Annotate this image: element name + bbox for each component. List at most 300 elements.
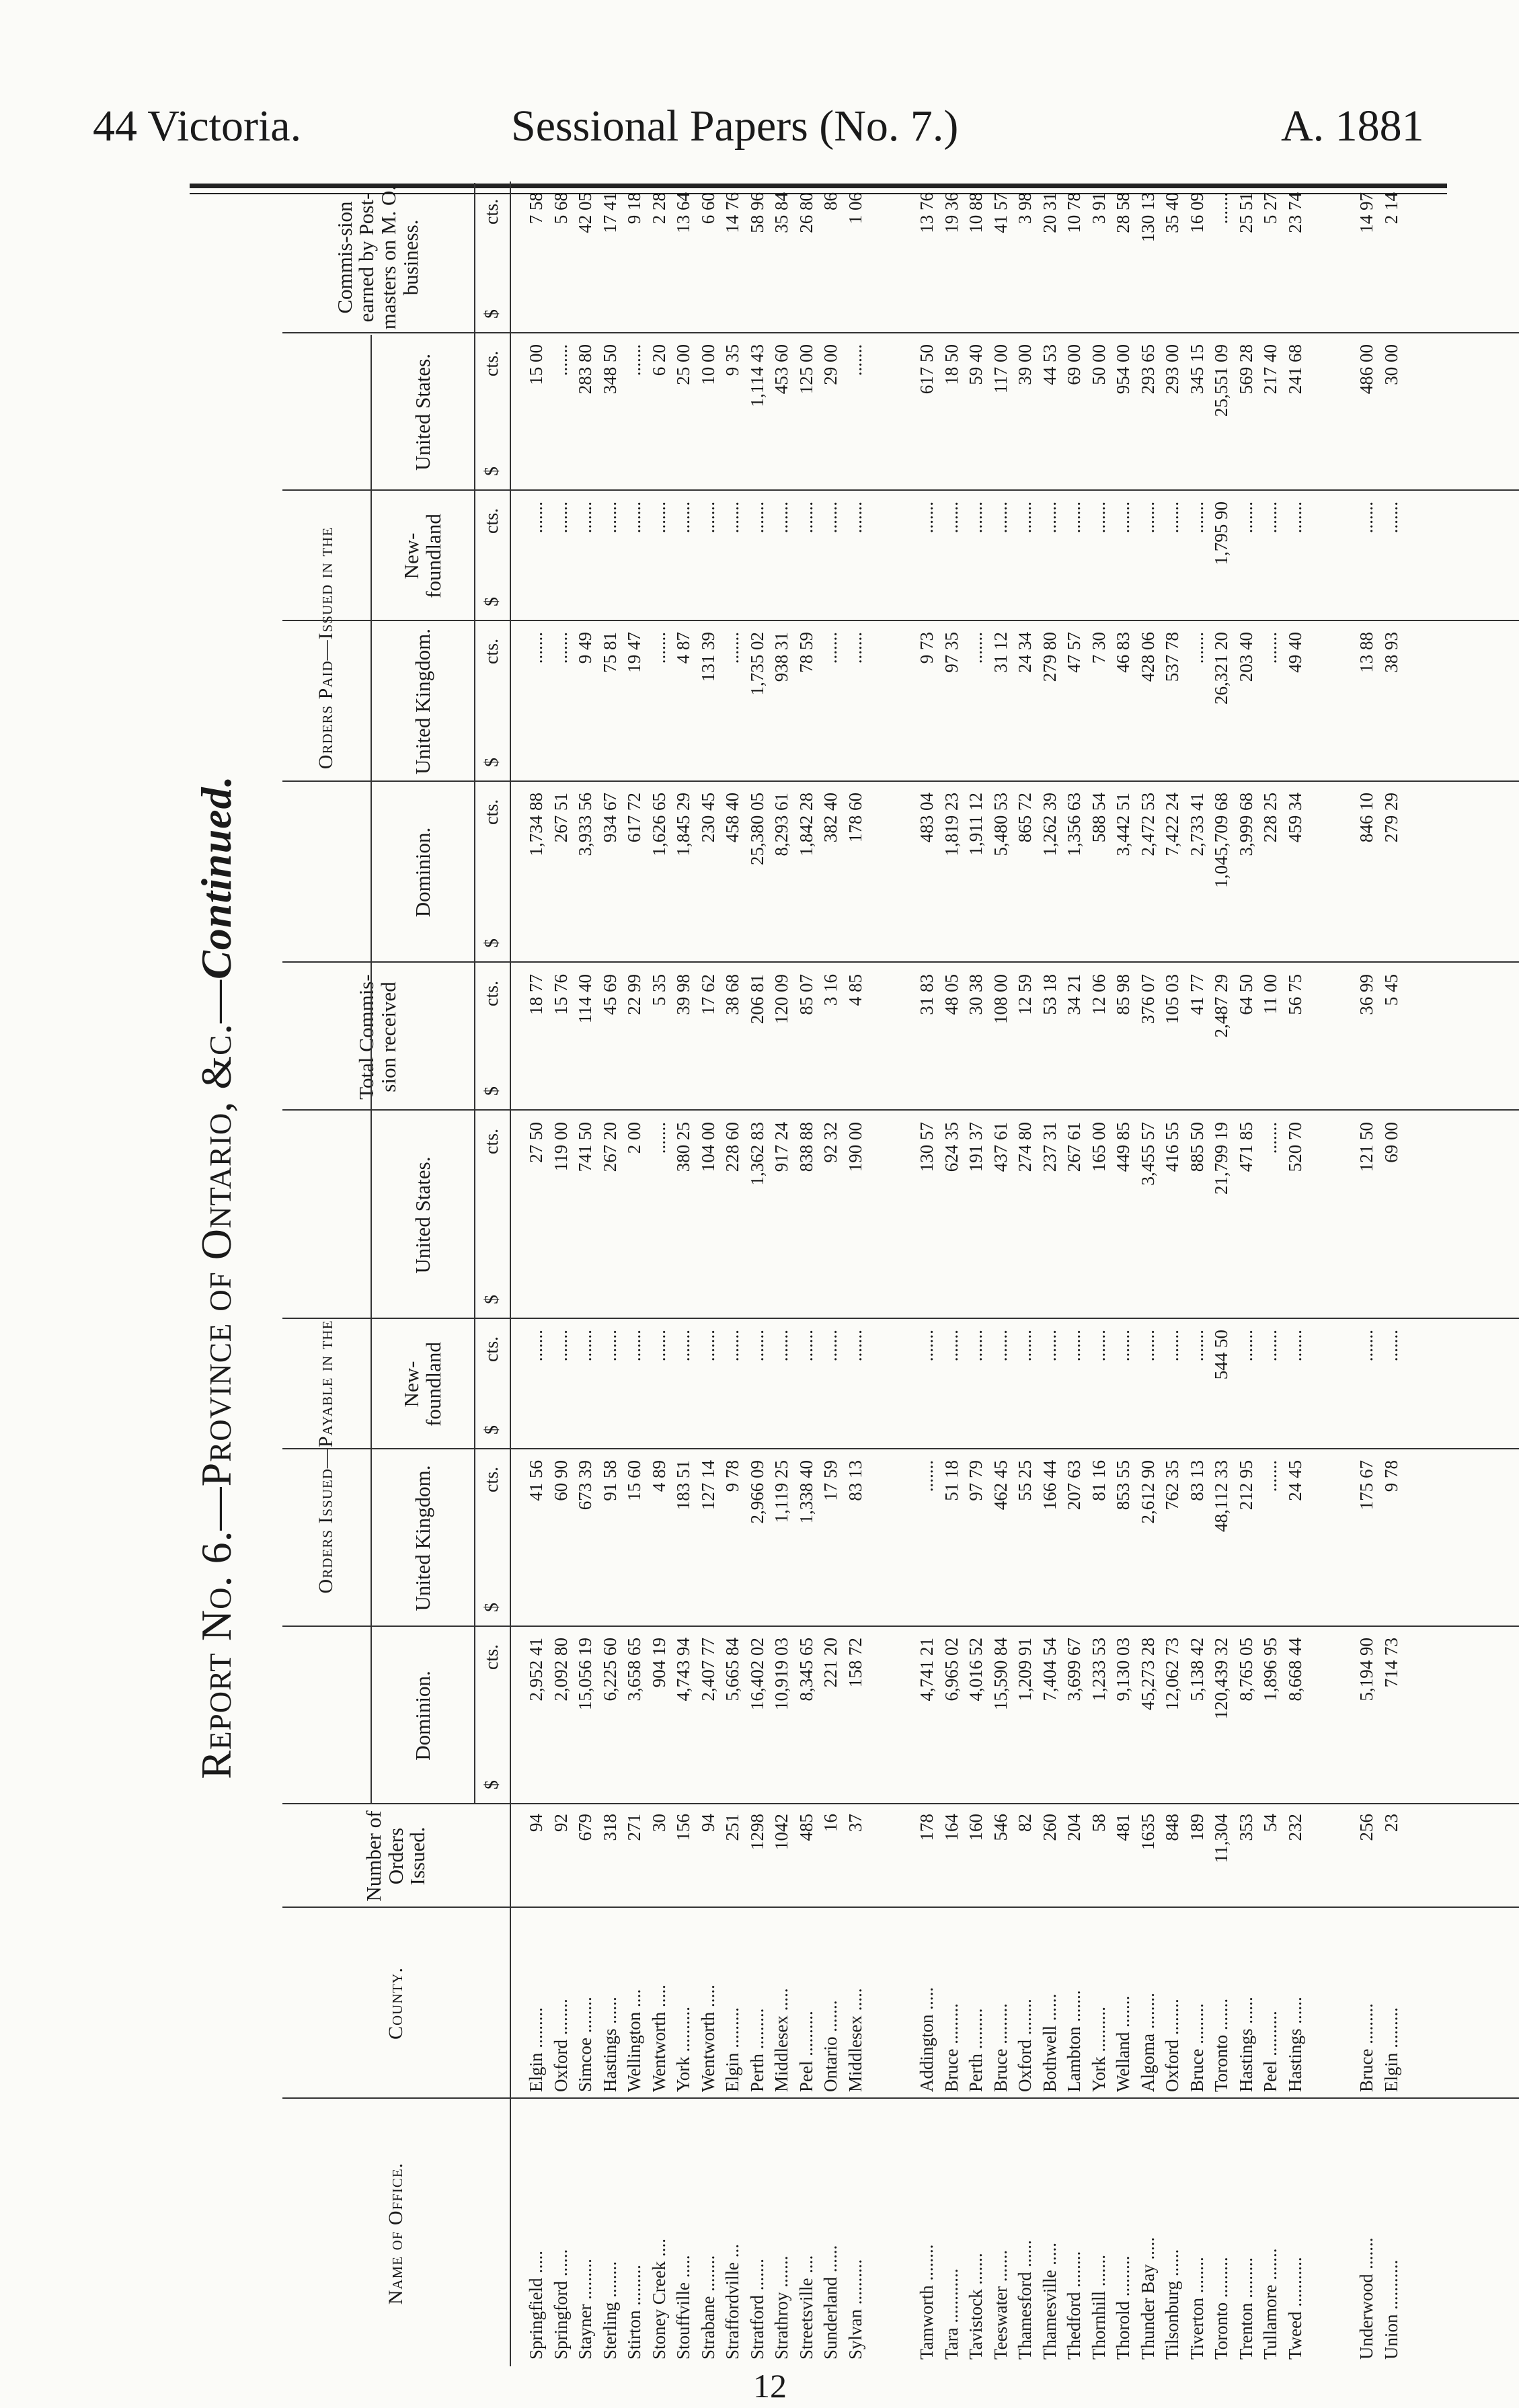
cell-i-uk: ....... bbox=[917, 1460, 937, 1492]
cell-p-nf: ....... bbox=[1137, 501, 1158, 534]
cell-comm: 38 68 bbox=[722, 974, 742, 1015]
cell-p-nf: ....... bbox=[1015, 501, 1035, 534]
unit-cents: cts. bbox=[481, 1128, 502, 1154]
cell-pm: 6 60 bbox=[697, 192, 718, 225]
cell-i-us: 416 55 bbox=[1162, 1122, 1182, 1172]
cell-i-nf: ....... bbox=[1137, 1330, 1158, 1362]
cell-i-uk: 166 44 bbox=[1039, 1460, 1060, 1511]
orders-count: 353 bbox=[1235, 1814, 1256, 1841]
cell-pm: 35 84 bbox=[771, 192, 791, 233]
cell-pm: 42 05 bbox=[575, 192, 595, 233]
county-name: York .......... bbox=[673, 2006, 693, 2092]
cell-i-uk: 2,966 09 bbox=[746, 1460, 767, 1524]
cell-i-nf: ....... bbox=[624, 1330, 644, 1362]
unit-dollar: $ bbox=[481, 938, 502, 948]
orders-count: 94 bbox=[697, 1814, 718, 1832]
cell-p-dom: 1,842 28 bbox=[795, 793, 816, 856]
cell-i-uk: ....... bbox=[1260, 1460, 1280, 1492]
office-name: Underwood ....... bbox=[1356, 2237, 1376, 2360]
cell-p-us: 25 00 bbox=[673, 344, 693, 385]
cell-i-dom: 5,665 84 bbox=[722, 1638, 742, 1701]
cell-p-us: 293 65 bbox=[1137, 344, 1158, 395]
cell-p-uk: 47 57 bbox=[1064, 632, 1084, 673]
cell-i-nf: ....... bbox=[845, 1330, 865, 1362]
cell-p-dom: 1,045,709 68 bbox=[1211, 793, 1231, 888]
cell-p-nf: ....... bbox=[624, 501, 644, 534]
cell-p-us: 345 15 bbox=[1186, 344, 1207, 395]
cell-i-us: 267 20 bbox=[599, 1122, 620, 1172]
cell-i-uk: 762 35 bbox=[1162, 1460, 1182, 1511]
cell-p-uk: 938 31 bbox=[771, 632, 791, 682]
cell-i-nf: ....... bbox=[648, 1330, 669, 1362]
cell-p-us: 486 00 bbox=[1356, 344, 1376, 395]
county-name: Welland ....... bbox=[1113, 1995, 1133, 2092]
cell-i-us: 471 85 bbox=[1235, 1122, 1256, 1172]
office-name: Thedford ........ bbox=[1064, 2251, 1084, 2360]
unit-dollar: $ bbox=[481, 467, 502, 476]
orders-count: 1042 bbox=[771, 1814, 791, 1850]
cell-comm: 34 21 bbox=[1064, 974, 1084, 1015]
cell-i-uk: 2,612 90 bbox=[1137, 1460, 1158, 1524]
cell-comm: 31 83 bbox=[917, 974, 937, 1015]
cell-i-us: 121 50 bbox=[1356, 1122, 1376, 1172]
cell-p-dom: 1,819 23 bbox=[941, 793, 962, 856]
orders-table bbox=[282, 182, 1519, 2366]
cell-p-dom: 1,356 63 bbox=[1064, 793, 1084, 856]
cell-i-us: 274 80 bbox=[1015, 1122, 1035, 1172]
cell-i-dom: 4,741 21 bbox=[917, 1638, 937, 1701]
unit-cents: cts. bbox=[481, 198, 502, 225]
cell-p-us: 117 00 bbox=[990, 344, 1011, 394]
office-name: Sunderland ...... bbox=[820, 2245, 841, 2360]
county-name: Wellington .... bbox=[624, 1989, 644, 2092]
cell-p-nf: ....... bbox=[820, 501, 841, 534]
col-header-office: Name of Office. bbox=[385, 2162, 407, 2305]
office-name: Sterling ........ bbox=[599, 2261, 620, 2360]
cell-p-nf: ....... bbox=[917, 501, 937, 534]
cell-i-nf: ....... bbox=[673, 1330, 693, 1362]
cell-p-us: ....... bbox=[845, 344, 865, 376]
cell-p-uk: 26,321 20 bbox=[1211, 632, 1231, 705]
col-header-issued-group: Orders Issued—Payable in the bbox=[315, 1320, 338, 1594]
cell-p-dom: 934 67 bbox=[599, 793, 620, 843]
orders-count: 232 bbox=[1284, 1814, 1305, 1841]
cell-p-dom: 2,472 53 bbox=[1137, 793, 1158, 856]
cell-i-us: 449 85 bbox=[1113, 1122, 1133, 1172]
county-name: Ontario ....... bbox=[820, 2000, 841, 2092]
orders-count: 30 bbox=[648, 1814, 669, 1832]
cell-i-us: 92 32 bbox=[820, 1122, 841, 1163]
cell-comm: 3 16 bbox=[820, 974, 841, 1006]
office-name: Stayner ......... bbox=[575, 2259, 595, 2360]
cell-i-us: 624 35 bbox=[941, 1122, 962, 1172]
column-rule bbox=[282, 1109, 1519, 1111]
cell-i-uk: 55 25 bbox=[1015, 1460, 1035, 1501]
cell-i-dom: 16,402 02 bbox=[746, 1638, 767, 1710]
cell-i-us: 191 37 bbox=[966, 1122, 986, 1172]
cell-p-us: 125 00 bbox=[795, 344, 816, 395]
cell-pm: 19 36 bbox=[941, 192, 962, 233]
cell-p-nf: ....... bbox=[697, 501, 718, 534]
cell-i-us: 3,455 57 bbox=[1137, 1122, 1158, 1186]
col-header-issued-uk: United Kingdom. bbox=[410, 1465, 434, 1611]
cell-comm: 4 85 bbox=[845, 974, 865, 1006]
cell-p-dom: 25,380 05 bbox=[746, 793, 767, 865]
cell-i-dom: 15,590 84 bbox=[990, 1638, 1011, 1710]
county-name: Oxford ........ bbox=[1162, 1999, 1182, 2092]
orders-count: 94 bbox=[526, 1814, 546, 1832]
cell-i-uk: 15 60 bbox=[624, 1460, 644, 1501]
cell-p-dom: 178 60 bbox=[845, 793, 865, 843]
cell-i-nf: ....... bbox=[820, 1330, 841, 1362]
cell-p-uk: 97 35 bbox=[941, 632, 962, 673]
office-name: Tavistock ....... bbox=[966, 2253, 986, 2360]
cell-p-uk: 1,735 02 bbox=[746, 632, 767, 696]
cell-i-us: 917 24 bbox=[771, 1122, 791, 1172]
cell-p-dom: 3,999 68 bbox=[1235, 793, 1256, 856]
cell-p-us: 59 40 bbox=[966, 344, 986, 385]
cell-i-nf: ....... bbox=[941, 1330, 962, 1362]
unit-cents: cts. bbox=[481, 350, 502, 376]
cell-i-nf: ....... bbox=[1064, 1330, 1084, 1362]
cell-i-nf: ....... bbox=[1113, 1330, 1133, 1362]
cell-pm: 35 40 bbox=[1162, 192, 1182, 233]
cell-p-uk: ....... bbox=[550, 632, 571, 664]
cell-i-nf: ....... bbox=[1356, 1330, 1376, 1362]
cell-p-dom: 1,911 12 bbox=[966, 793, 986, 856]
cell-i-us: ....... bbox=[1260, 1122, 1280, 1154]
county-name: Elgin ......... bbox=[1380, 2007, 1401, 2092]
cell-p-uk: ....... bbox=[1186, 632, 1207, 664]
cell-p-dom: 1,845 29 bbox=[673, 793, 693, 856]
county-name: Peel .......... bbox=[1260, 2011, 1280, 2092]
cell-i-us: 437 61 bbox=[990, 1122, 1011, 1172]
unit-cents: cts. bbox=[481, 638, 502, 664]
cell-comm: 376 07 bbox=[1137, 974, 1158, 1025]
cell-i-us: 27 50 bbox=[526, 1122, 546, 1163]
unit-dollar: $ bbox=[481, 758, 502, 767]
column-rule bbox=[282, 1907, 1519, 1908]
unit-dollar: $ bbox=[481, 1603, 502, 1612]
col-header-total-commission: Total Commis-sion received bbox=[354, 974, 400, 1100]
cell-p-uk: 4 87 bbox=[673, 632, 693, 664]
orders-count: 178 bbox=[917, 1814, 937, 1841]
cell-i-uk: 83 13 bbox=[1186, 1460, 1207, 1501]
office-name: Tullamore ....... bbox=[1260, 2248, 1280, 2360]
cell-p-dom: 382 40 bbox=[820, 793, 841, 843]
cell-i-dom: 120,439 32 bbox=[1211, 1638, 1231, 1720]
office-name: Tiverton ........ bbox=[1186, 2257, 1207, 2360]
cell-p-uk: 75 81 bbox=[599, 632, 620, 673]
col-header-issued-newfoundland: New-foundland bbox=[399, 1342, 445, 1427]
cell-i-nf: ....... bbox=[1235, 1330, 1256, 1362]
cell-p-us: ....... bbox=[550, 344, 571, 376]
orders-count: 318 bbox=[599, 1814, 620, 1841]
cell-p-dom: 1,262 39 bbox=[1039, 793, 1060, 856]
cell-pm: 13 76 bbox=[917, 192, 937, 233]
cell-p-us: 293 00 bbox=[1162, 344, 1182, 395]
unit-dollar: $ bbox=[481, 1295, 502, 1304]
county-name: Simcoe ........ bbox=[575, 1997, 595, 2092]
cell-p-us: 50 00 bbox=[1088, 344, 1109, 385]
cell-i-us: 237 31 bbox=[1039, 1122, 1060, 1172]
cell-comm: 15 76 bbox=[550, 974, 571, 1015]
cell-p-nf: ....... bbox=[1356, 501, 1376, 534]
cell-comm: 85 07 bbox=[795, 974, 816, 1015]
cell-i-dom: 5,194 90 bbox=[1356, 1638, 1376, 1701]
cell-p-uk: 49 40 bbox=[1284, 632, 1305, 673]
unit-dollar: $ bbox=[481, 597, 502, 606]
cell-pm: 14 76 bbox=[722, 192, 742, 233]
cell-comm: 114 40 bbox=[575, 974, 595, 1024]
cell-i-dom: 1,233 53 bbox=[1088, 1638, 1109, 1701]
cell-p-uk: 131 39 bbox=[697, 632, 718, 682]
cell-p-nf: ....... bbox=[673, 501, 693, 534]
cell-p-nf: ....... bbox=[845, 501, 865, 534]
cell-p-nf: ....... bbox=[1064, 501, 1084, 534]
cell-p-uk: ....... bbox=[845, 632, 865, 664]
cell-p-uk: 203 40 bbox=[1235, 632, 1256, 682]
cell-i-dom: 3,658 65 bbox=[624, 1638, 644, 1701]
cell-p-us: 30 00 bbox=[1380, 344, 1401, 385]
cell-i-nf: ....... bbox=[795, 1330, 816, 1362]
orders-count: 92 bbox=[550, 1814, 571, 1832]
cell-p-dom: 228 25 bbox=[1260, 793, 1280, 843]
county-name: Bothwell ...... bbox=[1039, 1993, 1060, 2092]
cell-p-nf: ....... bbox=[966, 501, 986, 534]
cell-p-dom: 3,442 51 bbox=[1113, 793, 1133, 856]
unit-dollar: $ bbox=[481, 1780, 502, 1790]
office-name: Tweed ........... bbox=[1284, 2257, 1305, 2360]
office-name: Union ........... bbox=[1380, 2259, 1401, 2360]
cell-p-uk: ....... bbox=[526, 632, 546, 664]
cell-comm: 48 05 bbox=[941, 974, 962, 1015]
cell-i-dom: 6,965 02 bbox=[941, 1638, 962, 1701]
cell-pm: 5 68 bbox=[550, 192, 571, 225]
orders-count: 16 bbox=[820, 1814, 841, 1832]
column-rule bbox=[282, 1626, 1519, 1627]
orders-count: 481 bbox=[1113, 1814, 1133, 1841]
cell-p-nf: ....... bbox=[1284, 501, 1305, 534]
cell-i-dom: 45,273 28 bbox=[1137, 1638, 1158, 1710]
cell-i-dom: 8,765 05 bbox=[1235, 1638, 1256, 1701]
cell-comm: 120 09 bbox=[771, 974, 791, 1025]
cell-pm: 13 64 bbox=[673, 192, 693, 233]
county-name: Oxford ........ bbox=[550, 1999, 571, 2092]
county-name: Lambton ....... bbox=[1064, 1990, 1084, 2092]
cell-i-us: 520 70 bbox=[1284, 1122, 1305, 1172]
cell-i-dom: 10,919 03 bbox=[771, 1638, 791, 1710]
unit-cents: cts. bbox=[481, 1644, 502, 1670]
cell-p-dom: 1,734 88 bbox=[526, 793, 546, 856]
cell-p-us: 9 35 bbox=[722, 344, 742, 376]
office-name: Straffordville ... bbox=[722, 2244, 742, 2360]
cell-i-uk: 207 63 bbox=[1064, 1460, 1084, 1511]
cell-i-uk: 91 58 bbox=[599, 1460, 620, 1501]
cell-p-nf: ....... bbox=[1162, 501, 1182, 534]
county-name: Middlesex ..... bbox=[771, 1988, 791, 2092]
cell-comm: 17 62 bbox=[697, 974, 718, 1015]
header-left: 44 Victoria. bbox=[93, 102, 302, 151]
cell-p-dom: 7,422 24 bbox=[1162, 793, 1182, 856]
unit-dollar: $ bbox=[481, 1086, 502, 1096]
county-name: Oxford ........ bbox=[1015, 1999, 1035, 2092]
cell-i-nf: ....... bbox=[990, 1330, 1011, 1362]
office-name: Springfield ..... bbox=[526, 2251, 546, 2360]
cell-p-us: 217 40 bbox=[1260, 344, 1280, 395]
cell-i-uk: 1,338 40 bbox=[795, 1460, 816, 1524]
cell-p-nf: ....... bbox=[1186, 501, 1207, 534]
orders-count: 189 bbox=[1186, 1814, 1207, 1841]
cell-p-us: 44 53 bbox=[1039, 344, 1060, 385]
cell-i-us: 190 00 bbox=[845, 1122, 865, 1172]
cell-i-uk: 60 90 bbox=[550, 1460, 571, 1501]
cell-comm: 2,487 29 bbox=[1211, 974, 1231, 1038]
office-name: Tamworth ........ bbox=[917, 2244, 937, 2360]
unit-cents: cts. bbox=[481, 1466, 502, 1492]
orders-count: 271 bbox=[624, 1814, 644, 1841]
county-name: Bruce ......... bbox=[1186, 2003, 1207, 2092]
office-name: Strabane ........ bbox=[697, 2255, 718, 2360]
unit-cents: cts. bbox=[481, 980, 502, 1006]
cell-pm: 10 78 bbox=[1064, 192, 1084, 233]
cell-i-uk: 41 56 bbox=[526, 1460, 546, 1501]
orders-count: 37 bbox=[845, 1814, 865, 1832]
cell-p-nf: ....... bbox=[771, 501, 791, 534]
cell-i-nf: ....... bbox=[1380, 1330, 1401, 1362]
cell-p-uk: 428 06 bbox=[1137, 632, 1158, 682]
cell-pm: 9 18 bbox=[624, 192, 644, 225]
header-right: A. 1881 bbox=[1281, 102, 1424, 151]
cell-comm: 12 59 bbox=[1015, 974, 1035, 1015]
cell-p-us: 241 68 bbox=[1284, 344, 1305, 395]
cell-i-us: 741 50 bbox=[575, 1122, 595, 1172]
cell-pm: 20 31 bbox=[1039, 192, 1060, 233]
cell-pm: 23 74 bbox=[1284, 192, 1305, 233]
cell-p-uk: 7 30 bbox=[1088, 632, 1109, 664]
cell-pm: 28 58 bbox=[1113, 192, 1133, 233]
cell-comm: 39 98 bbox=[673, 974, 693, 1015]
cell-p-uk: 31 12 bbox=[990, 632, 1011, 673]
office-name: Thorold ......... bbox=[1113, 2255, 1133, 2360]
cell-p-us: 39 00 bbox=[1015, 344, 1035, 385]
unit-cents: cts. bbox=[481, 799, 502, 825]
cell-p-uk: 537 78 bbox=[1162, 632, 1182, 682]
cell-i-us: 130 57 bbox=[917, 1122, 937, 1172]
cell-pm: 16 09 bbox=[1186, 192, 1207, 233]
cell-i-uk: 127 14 bbox=[697, 1460, 718, 1511]
cell-i-us: 21,799 19 bbox=[1211, 1122, 1231, 1195]
cell-p-dom: 458 40 bbox=[722, 793, 742, 843]
unit-cents: cts. bbox=[481, 508, 502, 534]
report-title-prefix: Report No. 6.—Province of Ontario, &c.— bbox=[192, 979, 240, 1779]
cell-i-uk: 212 95 bbox=[1235, 1460, 1256, 1511]
cell-p-us: ....... bbox=[624, 344, 644, 376]
cell-i-us: 165 00 bbox=[1088, 1122, 1109, 1172]
office-name: Stouffville ..... bbox=[673, 2255, 693, 2360]
cell-pm: 7 58 bbox=[526, 192, 546, 225]
col-header-county: County. bbox=[385, 1967, 407, 2040]
orders-count: 256 bbox=[1356, 1814, 1376, 1841]
cell-i-dom: 7,404 54 bbox=[1039, 1638, 1060, 1701]
cell-p-us: 617 50 bbox=[917, 344, 937, 395]
cell-p-nf: ....... bbox=[1380, 501, 1401, 534]
cell-p-dom: 483 04 bbox=[917, 793, 937, 843]
cell-i-us: 838 88 bbox=[795, 1122, 816, 1172]
cell-i-uk: 853 55 bbox=[1113, 1460, 1133, 1511]
header-rule-bottom bbox=[510, 182, 511, 2366]
cell-i-uk: 9 78 bbox=[1380, 1460, 1401, 1492]
cell-p-uk: ....... bbox=[722, 632, 742, 664]
county-name: Elgin ......... bbox=[526, 2007, 546, 2092]
cell-p-us: 453 60 bbox=[771, 344, 791, 395]
cell-pm: 26 80 bbox=[795, 192, 816, 233]
cell-i-us: 69 00 bbox=[1380, 1122, 1401, 1163]
report-title-suffix: Continued. bbox=[192, 775, 240, 979]
county-name: Addington ..... bbox=[917, 1986, 937, 2092]
cell-p-us: 10 00 bbox=[697, 344, 718, 385]
cell-i-uk: 673 39 bbox=[575, 1460, 595, 1511]
county-name: York .......... bbox=[1088, 2006, 1109, 2092]
cell-p-nf: ....... bbox=[1260, 501, 1280, 534]
cell-p-us: 348 50 bbox=[599, 344, 620, 395]
cell-comm: 41 77 bbox=[1186, 974, 1207, 1015]
cell-i-nf: ....... bbox=[1186, 1330, 1207, 1362]
county-name: Perth ......... bbox=[746, 2008, 767, 2092]
cell-p-uk: ....... bbox=[966, 632, 986, 664]
cell-p-nf: ....... bbox=[1235, 501, 1256, 534]
cell-i-nf: ....... bbox=[550, 1330, 571, 1362]
cell-i-nf: ....... bbox=[1015, 1330, 1035, 1362]
col-header-issued-dominion: Dominion. bbox=[410, 1671, 434, 1761]
col-header-issued-us: United States. bbox=[410, 1156, 434, 1274]
orders-count: 260 bbox=[1039, 1814, 1060, 1841]
cell-p-nf: ....... bbox=[1039, 501, 1060, 534]
orders-count: 485 bbox=[795, 1814, 816, 1841]
cell-p-uk: 24 34 bbox=[1015, 632, 1035, 673]
cell-i-dom: 2,092 80 bbox=[550, 1638, 571, 1701]
cell-pm: 1 06 bbox=[845, 192, 865, 225]
office-name: Tilsonburg ...... bbox=[1162, 2249, 1182, 2360]
cell-p-dom: 459 34 bbox=[1284, 793, 1305, 843]
orders-count: 11,304 bbox=[1211, 1814, 1231, 1863]
cell-comm: 56 75 bbox=[1284, 974, 1305, 1015]
cell-p-uk: 9 73 bbox=[917, 632, 937, 664]
county-name: Hastings ...... bbox=[599, 1997, 620, 2092]
cell-p-uk: 279 80 bbox=[1039, 632, 1060, 682]
col-header-paid-uk: United Kingdom. bbox=[410, 629, 434, 774]
col-header-orders-count: Number of Orders Issued. bbox=[362, 1810, 430, 1902]
cell-p-dom: 865 72 bbox=[1015, 793, 1035, 843]
county-name: Peel .......... bbox=[795, 2011, 816, 2092]
report-title bbox=[192, 235, 241, 2319]
county-name: Bruce ......... bbox=[1356, 2003, 1376, 2092]
cell-i-us: 228 60 bbox=[722, 1122, 742, 1172]
cell-p-dom: 846 10 bbox=[1356, 793, 1376, 843]
cell-comm: 206 81 bbox=[746, 974, 767, 1025]
county-name: Middlesex ..... bbox=[845, 1988, 865, 2092]
cell-pm: 14 97 bbox=[1356, 192, 1376, 233]
cell-p-us: 15 00 bbox=[526, 344, 546, 385]
county-name: Bruce ......... bbox=[990, 2003, 1011, 2092]
cell-i-dom: 8,345 65 bbox=[795, 1638, 816, 1701]
cell-i-dom: 904 19 bbox=[648, 1638, 669, 1688]
cell-i-uk: 17 59 bbox=[820, 1460, 841, 1501]
orders-count: 23 bbox=[1380, 1814, 1401, 1832]
county-name: Hastings ...... bbox=[1235, 1997, 1256, 2092]
cell-i-dom: 158 72 bbox=[845, 1638, 865, 1688]
cell-p-dom: 588 54 bbox=[1088, 793, 1109, 843]
